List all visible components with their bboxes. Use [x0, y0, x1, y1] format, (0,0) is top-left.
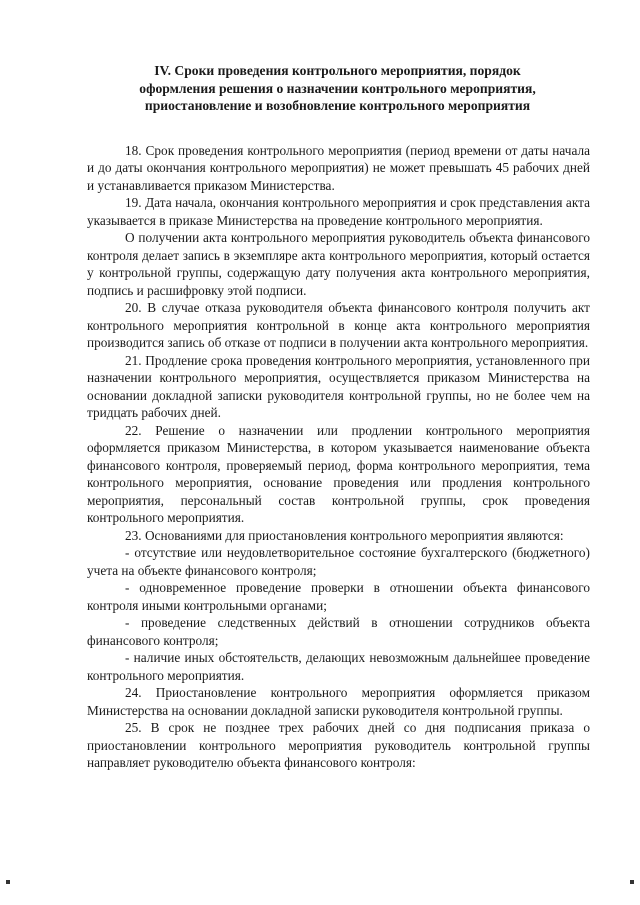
- scan-mark: [6, 880, 10, 884]
- heading-line: приостановление и возобновление контрольного мероприятия: [144, 98, 531, 113]
- list-item: - наличие иных обстоятельств, делающих невозможным дальнейшее проведение контрольного мероприятия.: [87, 650, 590, 683]
- paragraph-19: 19. Дата начала, окончания контрольного мероприятия и срок представления акта указывается в приказе Министерства на проведение контрольного мероприятия.: [87, 195, 590, 228]
- heading-line: IV. Сроки проведения контрольного мероприятия, порядок: [154, 63, 521, 78]
- paragraph-21: 21. Продление срока проведения контрольного мероприятия, установленного при назначении контрольного мероприятия, осуществляется приказом Министерства на основании докладной записки руководителя контрольной группы, но не более чем на тридцать рабочих дней.: [87, 352, 590, 420]
- heading-line: оформления решения о назначении контрольного мероприятия,: [139, 80, 536, 96]
- paragraph-18: 18. Срок проведения контрольного мероприятия (период времени от даты начала и до даты окончания контрольного мероприятия) не может превышать 45 рабочих дней и устанавливается приказом Министерства.: [87, 142, 590, 193]
- document-body: [87, 142, 590, 772]
- list-item: - отсутствие или неудовлетворительное состояние бухгалтерского (бюджетного) учета на объекте финансового контроля;: [87, 545, 590, 578]
- scan-mark: [630, 880, 634, 884]
- paragraph-20: 20. В случае отказа руководителя объекта финансового контроля получить акт контрольного мероприятия контрольной в конце акта контрольного мероприятия производится запись об отказе от подписи в получении акта контрольного мероприятия.: [87, 300, 590, 350]
- list-item: - проведение следственных действий в отношении сотрудников объекта финансового контроля;: [87, 615, 590, 648]
- section-heading: [91, 62, 584, 115]
- paragraph-22: 22. Решение о назначении или продлении контрольного мероприятия оформляется приказом Министерства, в котором указывается наименование объекта финансового контроля, проверяемый период, форма контрольного мероприятия, тема контрольного мероприятия, основание проведения или продления контрольного мероприятия, персональный состав контрольной группы, срок проведения контрольного мероприятия.: [87, 422, 590, 525]
- paragraph-23: 23. Основаниями для приостановления контрольного мероприятия являются:: [125, 527, 564, 543]
- paragraph-24: 24. Приостановление контрольного мероприятия оформляется приказом Министерства на основании докладной записки руководителя контрольной группы.: [87, 685, 590, 718]
- list-item: - одновременное проведение проверки в отношении объекта финансового контроля иными контрольными органами;: [87, 580, 590, 613]
- paragraph-25: 25. В срок не позднее трех рабочих дней со дня подписания приказа о приостановлении контрольного мероприятия руководитель контрольной группы направляет руководителю объекта финансового контроля:: [87, 720, 590, 770]
- paragraph-act-receipt: О получении акта контрольного мероприятия руководитель объекта финансового контроля делает запись в экземпляре акта контрольного мероприятия, который остается у контрольной группы, содержащую дату получения акта контрольного мероприятия, подпись и расшифровку этой подписи.: [87, 230, 590, 298]
